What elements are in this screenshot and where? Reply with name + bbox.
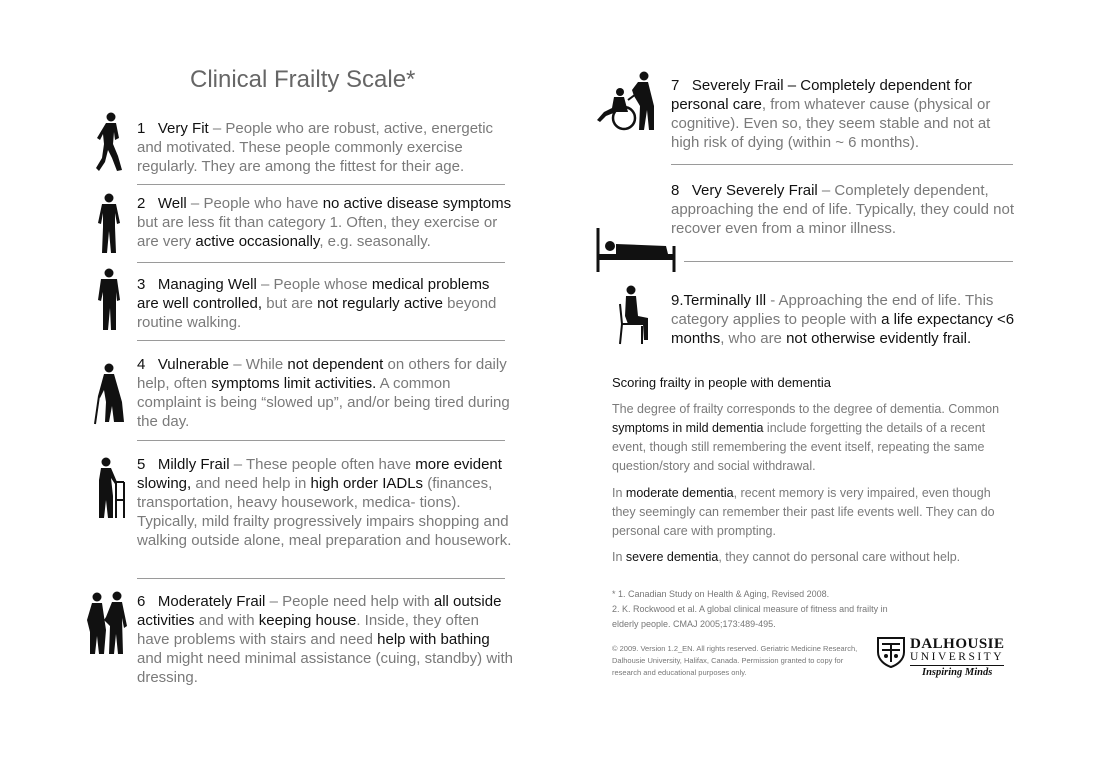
separator-2 — [137, 262, 505, 263]
separator-3 — [137, 340, 505, 341]
logo-tagline: Inspiring Minds — [922, 667, 993, 678]
category-1-name: Very Fit — [157, 120, 209, 137]
reference-2: 2. K. Rockwood et al. A global clinical measure of fitness and frailty in elderly people. CMAJ 2005;173:489-495. — [612, 604, 888, 629]
very-fit-runner-icon — [94, 112, 126, 174]
dementia-paragraph-severe: In severe dementia, they cannot do personal care without help. — [612, 550, 961, 564]
category-4-text: 4 Vulnerable – While not dependent on others for daily help, often symptoms limit activities. A common complaint is being “slowed up”, and/or being tired during the day. — [137, 356, 510, 430]
category-8-text: 8 Very Severely Frail – Completely dependent, approaching the end of life. Typically, they could not recover even from a minor illness. — [671, 182, 1015, 237]
category-1-text: 1 Very Fit – People who are robust, active, energetic and motivated. These people commonly exercise regularly. They are among the fittest for their age. — [137, 120, 494, 175]
separator-1 — [137, 184, 505, 185]
severely-frail-wheelchair-icon — [592, 70, 662, 132]
category-6-text: 6 Moderately Frail – People need help with all outside activities and with keeping house. Inside, they often have problems with stairs and need help with bathing and might need minimal assistance (cuing, standby) with dressing. — [137, 593, 514, 686]
category-9-text: 9.Terminally Ill - Approaching the end of life. This category applies to people with a life expectancy <6 months, who are not otherwise evidently frail. — [671, 292, 1015, 347]
vulnerable-person-with-cane-icon — [92, 362, 128, 426]
well-person-walking-icon — [94, 193, 124, 255]
reference-1: * 1. Canadian Study on Health & Aging, Revised 2008. — [612, 589, 830, 599]
university-crest-icon — [876, 636, 906, 668]
logo-university: UNIVERSITY — [910, 651, 1004, 663]
moderately-frail-two-people-icon — [84, 590, 132, 658]
dalhousie-logo — [876, 636, 1008, 680]
separator-4 — [137, 440, 505, 441]
category-5-text: 5 Mildly Frail – These people often have more evident slowing, and need help in high order IADLs (finances, transportation, heavy housework, medica- tions). Typically, mild frailty progressively impairs shopping and walking outside alone, meal preparation and housework. — [137, 456, 512, 549]
page-title: Clinical Frailty Scale* — [190, 66, 416, 93]
dementia-paragraph-moderate: In moderate dementia, recent memory is very impaired, even though they seemingly can remember their past life events well. They can do personal care with prompting. — [612, 486, 995, 538]
very-severely-frail-bed-icon — [596, 226, 678, 274]
copyright-notice: © 2009. Version 1.2_EN. All rights reserved. Geriatric Medicine Research, Dalhousie University, Halifax, Canada. Permission granted to copy for research and educational purposes only. — [612, 644, 858, 677]
managing-well-person-icon — [96, 268, 124, 332]
terminally-ill-seated-person-icon — [614, 284, 654, 346]
category-1-number: 1 — [137, 120, 146, 137]
logo-name: DALHOUSIE — [910, 636, 1005, 652]
mildly-frail-person-with-walker-icon — [93, 456, 129, 522]
category-3-text: 3 Managing Well – People whose medical problems are well controlled, but are not regularly active beyond routine walking. — [137, 276, 497, 331]
category-2-text: 2 Well – People who have no active disease symptoms but are less fit than category 1. Often, they exercise or are very active occasionally, e.g. seasonally. — [137, 195, 512, 250]
separator-8 — [684, 261, 1013, 262]
dementia-paragraph-mild: The degree of frailty corresponds to the degree of dementia. Common symptoms in mild dementia include forgetting the details of a recent event, though still remembering the event itself, repeating the same question/story and social withdrawal. — [612, 402, 1000, 473]
separator-7 — [671, 164, 1013, 165]
category-7-text: 7 Severely Frail – Completely dependent for personal care, from whatever cause (physical or cognitive). Even so, they seem stable and not at high risk of dying (within ~ 6 months). — [671, 77, 991, 151]
dementia-section-title: Scoring frailty in people with dementia — [612, 375, 831, 390]
logo-rule — [910, 665, 1004, 666]
separator-5 — [137, 578, 505, 579]
